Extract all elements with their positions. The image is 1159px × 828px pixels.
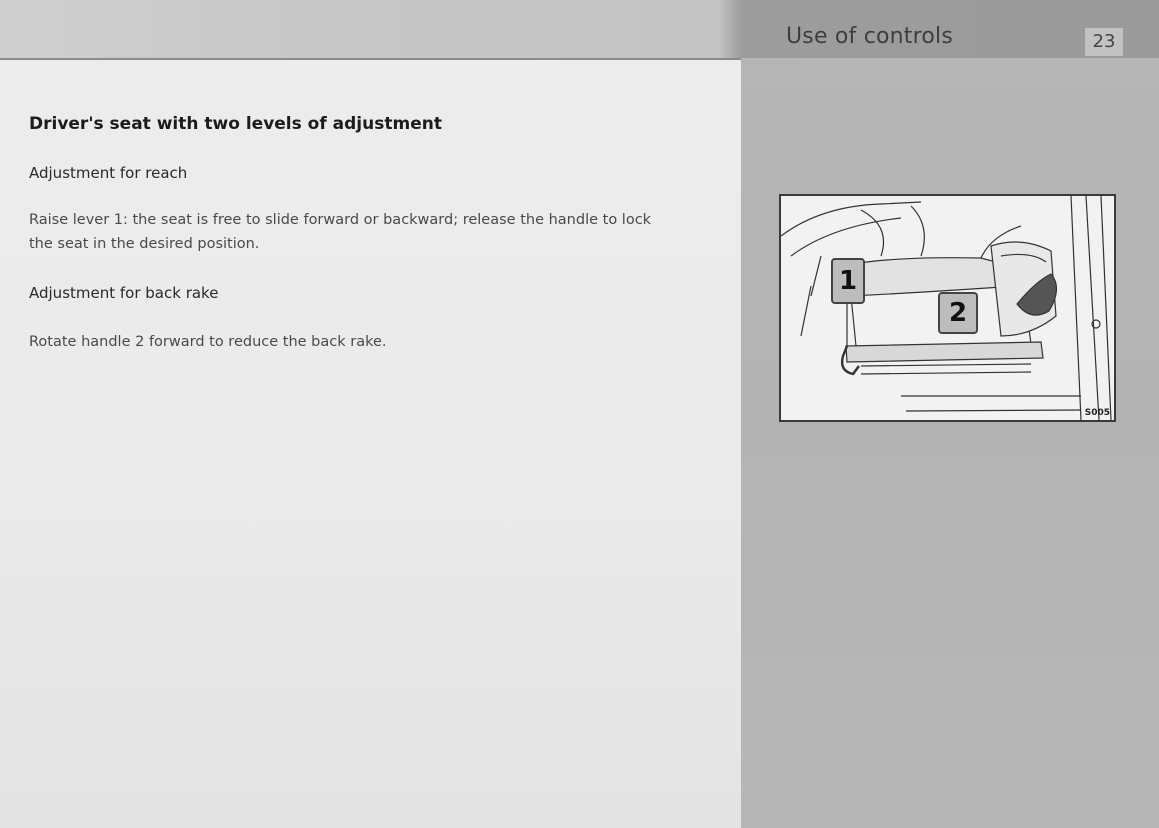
paragraph-back-rake: Rotate handle 2 forward to reduce the back rake. <box>29 334 387 350</box>
section-title: Use of controls <box>786 24 954 49</box>
header-band <box>0 0 1159 58</box>
handle-2-label: 2 <box>938 292 978 334</box>
figure-code: S005 <box>1084 408 1110 418</box>
page-number: 23 <box>1085 28 1123 56</box>
paragraph-reach <box>29 208 709 256</box>
paragraph-reach-line2: the seat in the desired position. <box>29 236 260 252</box>
header-rule <box>0 58 741 60</box>
page-heading: Driver's seat with two levels of adjustment <box>29 114 442 134</box>
subheading-back-rake: Adjustment for back rake <box>29 284 219 302</box>
lever-1-label: 1 <box>831 258 865 304</box>
paragraph-reach-line1: Raise lever 1: the seat is free to slide forward or backward; release the handle to lock <box>29 212 652 228</box>
seat-illustration <box>779 194 1116 422</box>
subheading-reach: Adjustment for reach <box>29 164 188 182</box>
